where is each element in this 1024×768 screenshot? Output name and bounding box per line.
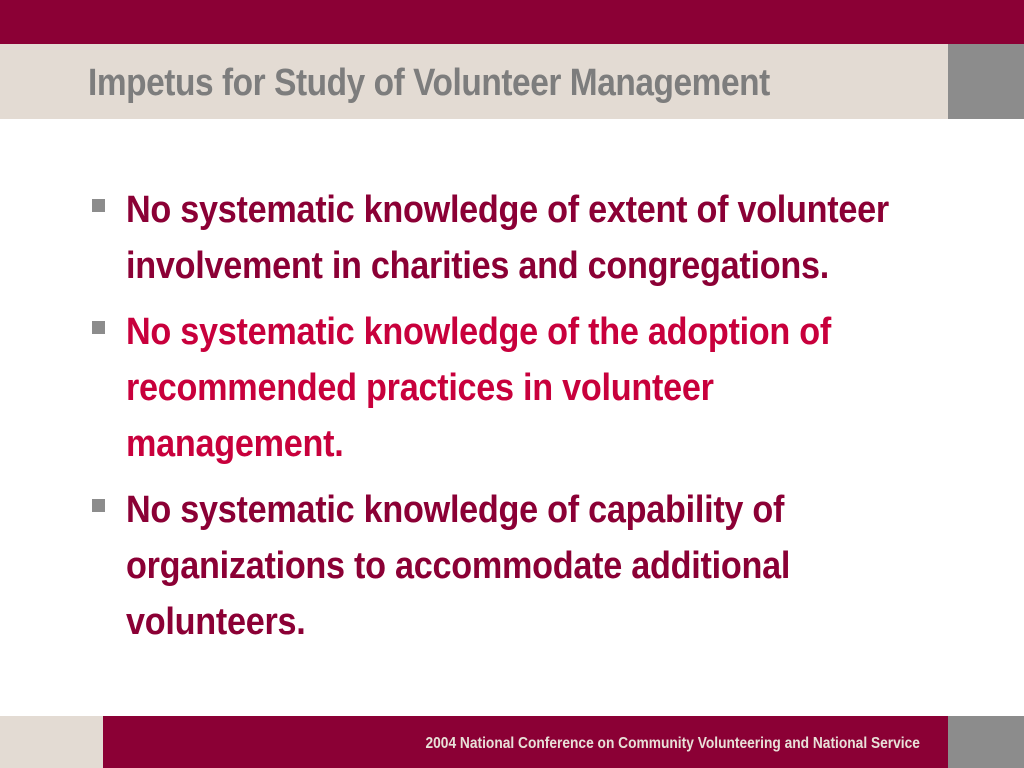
footer-left-block <box>0 716 103 768</box>
square-bullet-icon <box>92 499 105 512</box>
bullet-text: No systematic knowledge of the adoption of recommended practices in volunteer management. <box>126 311 832 465</box>
square-bullet-icon <box>92 321 105 334</box>
bullet-item <box>88 482 948 650</box>
bullet-item <box>88 182 948 294</box>
top-accent-bar <box>0 0 1024 44</box>
bullet-list <box>88 182 948 660</box>
footer-corner-block <box>948 716 1024 768</box>
title-corner-block <box>948 44 1024 119</box>
bullet-item <box>88 304 948 472</box>
square-bullet-icon <box>92 199 105 212</box>
bullet-text: No systematic knowledge of extent of volunteer involvement in charities and congregations. <box>126 189 889 287</box>
footer-text: 2004 National Conference on Community Volunteering and National Service <box>425 735 920 752</box>
bullet-text: No systematic knowledge of capability of organizations to accommodate additional volunteers. <box>126 489 791 643</box>
slide-title: Impetus for Study of Volunteer Management <box>88 62 770 104</box>
